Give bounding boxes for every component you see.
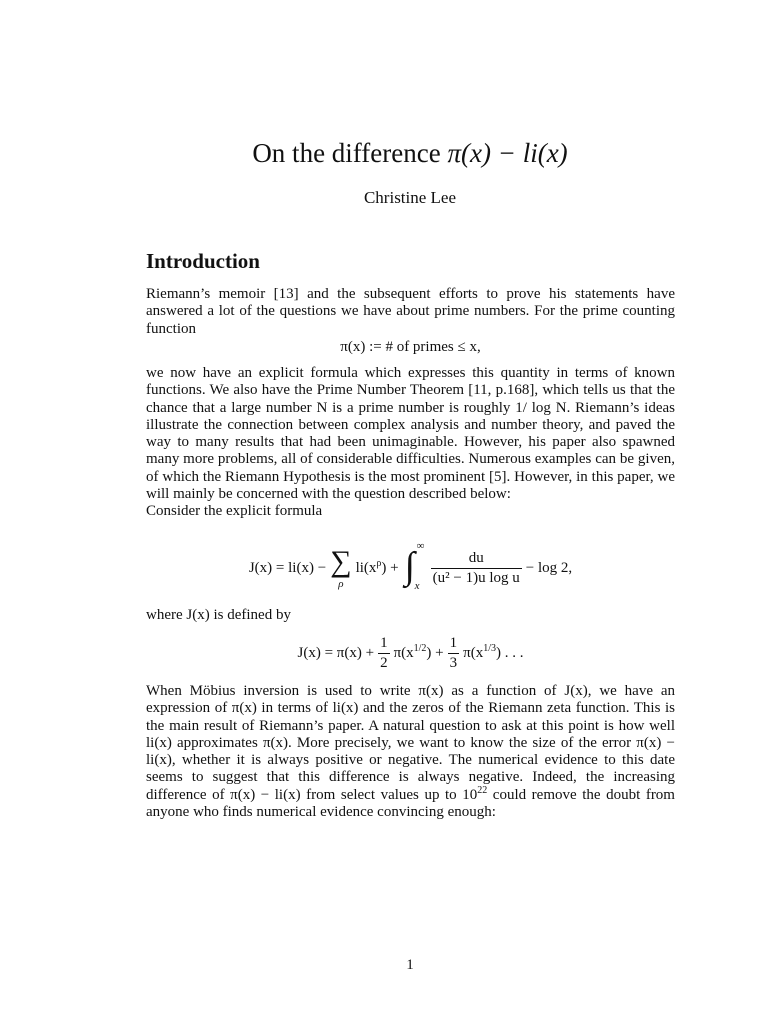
integral-symbol: ∫ ∞ x xyxy=(404,540,425,592)
paper-title: On the difference π(x) − li(x) xyxy=(252,138,568,168)
author-name: Christine Lee xyxy=(363,188,457,207)
section-heading: Introduction xyxy=(146,249,260,273)
integrand-fraction: $\frac{du}{\text{(u² − 1)u log u}}$ xyxy=(432,549,520,586)
equation-prime-counting: π(x) := # of primes ≤ x, xyxy=(340,339,481,355)
paragraph-4: When Möbius inversion is used to write π(x) as a function of J(x), we have an expression of π(x) in terms of li(x) and the zeros of the Riemann zeta function. This is the main result of Riemann’s paper. A natural question to ask at this point is how well li(x) approximates π(x). More precisely, we want to know the size of the error π(x) − li(x), whether it is always positive or negative. The numerical evidence to this date seems to suggest that this difference is always negative. Indeed, the increasing difference of π(x) − li(x) from select values up to $10^{22}$ could remove the doubt from anyone who finds numerical evidence convincing enough: xyxy=(146,683,675,821)
sum-symbol: ∑ ρ xyxy=(330,544,352,590)
equation-explicit-formula: J(x) = li(x) − ∑ ρ $li(x^\rho)$ + ∫ ∞ x $\frac{du}{\text{(u² − 1)u log u}}$ − log 2, xyxy=(248,540,573,592)
paragraph-2: we now have an explicit formula which expresses this quantity in terms of known functions. We also have the Prime Number Theorem [11, p.168], which tells us that the chance that a large number N is a prime number is roughly 1/ log N. Riemann’s ideas illustrate the connection between complex analysis and number theory, and paved the way to many results that had been unimaginable. However, his paper also spawned many more problems, all of considerable difficulties. Numerous examples can be given, of which the Riemann Hypothesis is the most prominent [5]. However, in this paper, we will mainly be concerned with the question described below: Consider the explicit formula xyxy=(146,365,675,520)
fraction-one-third: $\frac{1}{3}$ xyxy=(449,635,458,671)
page-number: 1 xyxy=(406,957,414,973)
title-math: π(x) − li(x) xyxy=(447,138,568,168)
paragraph-2b: Consider the explicit formula xyxy=(146,503,323,520)
fraction-one-half: $\frac{1}{2}$ xyxy=(380,635,388,671)
equation-j-definition: J(x) = π(x) + $\frac{1}{2}$ $\pi(x^{1/2})$ + $\frac{1}{3}$ $\pi(x^{1/3})$ . . . xyxy=(297,635,524,671)
paragraph-1: Riemann’s memoir [13] and the subsequent efforts to prove his statements have answered a lot of the questions we have about prime numbers. For the prime counting function xyxy=(146,286,675,337)
paragraph-3: where J(x) is defined by xyxy=(146,607,291,623)
